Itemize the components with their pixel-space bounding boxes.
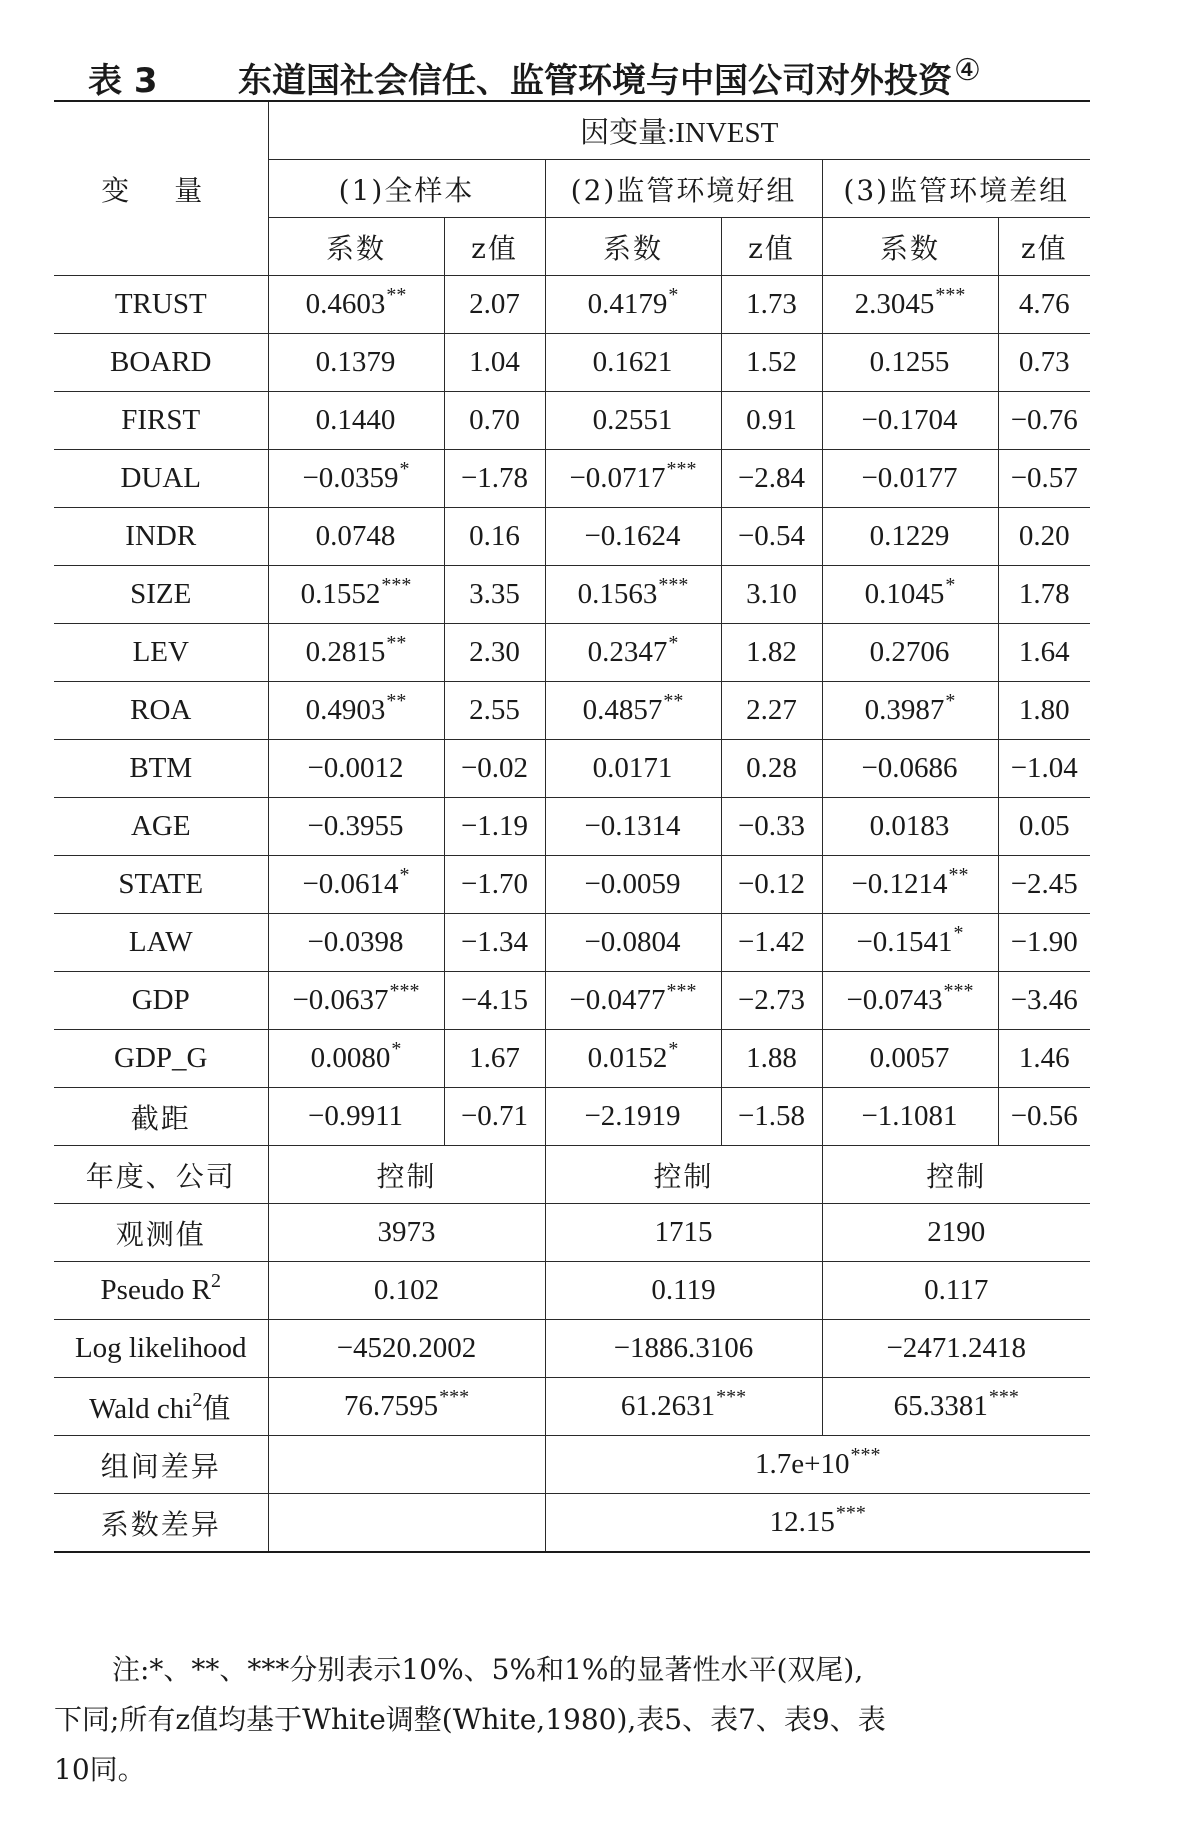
row-label: 年度、公司 (54, 1146, 268, 1204)
table-row (54, 334, 1090, 392)
row-variable: GDP (54, 972, 268, 1030)
significance-stars: *** (658, 574, 689, 596)
row-variable: GDP_G (54, 1030, 268, 1088)
significance-stars: *** (381, 574, 412, 596)
coef-value: −0.1704 (861, 404, 958, 436)
coef-cell (268, 334, 444, 392)
coef-cell (268, 566, 444, 624)
coef-diff-row (54, 1494, 1090, 1553)
coef-value: 0.1229 (869, 520, 950, 552)
wald-cell-1 (268, 1378, 545, 1436)
significance-stars: *** (850, 1444, 881, 1466)
z-cell: −1.19 (444, 798, 545, 856)
fixed-effects-row (54, 1146, 1090, 1204)
z-cell: 2.55 (444, 682, 545, 740)
significance-stars: *** (666, 980, 697, 1002)
group-diff-cell (545, 1436, 1090, 1494)
significance-stars: * (668, 632, 679, 654)
coef-cell (545, 566, 721, 624)
significance-stars: * (945, 690, 956, 712)
table-row (54, 624, 1090, 682)
header-z-2: z值 (721, 218, 822, 276)
coef-cell (268, 392, 444, 450)
coef-cell (268, 682, 444, 740)
z-cell: −1.34 (444, 914, 545, 972)
coef-cell (268, 508, 444, 566)
row-variable: INDR (54, 508, 268, 566)
coef-cell (545, 334, 721, 392)
fe-value-2: 控制 (545, 1146, 822, 1204)
coef-value: 0.2551 (592, 404, 673, 436)
coef-value: 0.0057 (869, 1042, 950, 1074)
header-coef-2: 系数 (545, 218, 721, 276)
coef-cell (822, 798, 998, 856)
superscript: 2 (210, 1270, 221, 1292)
table-caption: 东道国社会信任、监管环境与中国公司对外投资 (238, 61, 952, 101)
significance-stars: *** (389, 980, 420, 1002)
coef-cell (268, 624, 444, 682)
z-cell: −0.54 (721, 508, 822, 566)
significance-stars: * (668, 284, 679, 306)
footnote-marker: ④ (954, 53, 981, 88)
table-row (54, 1030, 1090, 1088)
table-row (54, 682, 1090, 740)
significance-stars: *** (943, 980, 974, 1002)
coef-cell (822, 276, 998, 334)
group-diff-row (54, 1436, 1090, 1494)
coef-cell (545, 914, 721, 972)
coef-value: 0.0183 (869, 810, 950, 842)
coef-cell (268, 914, 444, 972)
coef-cell (545, 1030, 721, 1088)
coef-cell (545, 856, 721, 914)
significance-stars: * (391, 1038, 402, 1060)
z-cell: 1.82 (721, 624, 822, 682)
row-label: Log likelihood (54, 1320, 268, 1378)
coef-cell (822, 450, 998, 508)
significance-stars: *** (835, 1502, 866, 1524)
z-cell: 1.04 (444, 334, 545, 392)
coef-value: 0.4179 (587, 288, 668, 320)
coef-value: −0.0717 (569, 462, 666, 494)
coef-cell (545, 1088, 721, 1146)
coef-cell (822, 624, 998, 682)
coef-value: −1.1081 (861, 1100, 958, 1132)
coef-cell (268, 450, 444, 508)
z-cell: −0.02 (444, 740, 545, 798)
z-cell: 0.70 (444, 392, 545, 450)
ll-value-3: −2471.2418 (822, 1320, 1090, 1378)
coef-value: 0.2706 (869, 636, 950, 668)
table-row (54, 798, 1090, 856)
obs-value-2: 1715 (545, 1204, 822, 1262)
note-line-1 (54, 1645, 1094, 1695)
coef-value: −0.9911 (307, 1100, 404, 1132)
coef-value: 0.4903 (305, 694, 386, 726)
coef-cell (545, 972, 721, 1030)
wald-cell-3 (822, 1378, 1090, 1436)
z-cell: 0.05 (998, 798, 1090, 856)
coef-cell (545, 276, 721, 334)
coef-value: −0.0614 (302, 868, 399, 900)
coef-value: 0.1621 (592, 346, 673, 378)
coef-value: −0.0477 (569, 984, 666, 1016)
wald-label: Wald chi (89, 1392, 193, 1425)
coef-value: 0.1563 (577, 578, 658, 610)
coef-diff-cell (545, 1494, 1090, 1553)
z-cell: −2.84 (721, 450, 822, 508)
empty-cell (268, 1436, 545, 1494)
coef-value: 0.1552 (300, 578, 381, 610)
table-note (54, 1645, 1094, 1795)
header-group-3: (3)监管环境差组 (822, 160, 1090, 218)
significance-stars: ** (386, 632, 407, 654)
coef-cell (268, 1030, 444, 1088)
coef-cell (268, 276, 444, 334)
z-cell: 2.07 (444, 276, 545, 334)
z-cell: 1.67 (444, 1030, 545, 1088)
z-cell: −0.71 (444, 1088, 545, 1146)
row-label: 系数差异 (54, 1494, 268, 1553)
significance-stars: *** (439, 1386, 470, 1408)
coef-value: 0.1440 (315, 404, 396, 436)
row-variable: LEV (54, 624, 268, 682)
significance-stars: *** (666, 458, 697, 480)
z-cell: 0.73 (998, 334, 1090, 392)
observations-row (54, 1204, 1090, 1262)
z-cell: −4.15 (444, 972, 545, 1030)
significance-stars: *** (716, 1386, 747, 1408)
table-row (54, 566, 1090, 624)
note-line-2: 下同;所有z值均基于White调整(White,1980),表5、表7、表9、表 (54, 1703, 886, 1736)
coef-cell (268, 798, 444, 856)
table-row (54, 972, 1090, 1030)
coef-value: −0.0012 (307, 752, 404, 784)
table-row (54, 856, 1090, 914)
coef-cell (268, 972, 444, 1030)
coef-cell (545, 798, 721, 856)
z-cell: 4.76 (998, 276, 1090, 334)
row-variable: LAW (54, 914, 268, 972)
superscript: 2 (192, 1388, 203, 1411)
z-cell: 0.20 (998, 508, 1090, 566)
coef-cell (545, 508, 721, 566)
table-row (54, 1088, 1090, 1146)
row-variable: DUAL (54, 450, 268, 508)
row-variable: FIRST (54, 392, 268, 450)
coef-value: 0.0171 (592, 752, 673, 784)
z-cell: −0.56 (998, 1088, 1090, 1146)
coef-cell (822, 508, 998, 566)
z-cell: 0.28 (721, 740, 822, 798)
coef-diff-value: 12.15 (769, 1506, 835, 1538)
table-row (54, 276, 1090, 334)
coef-value: 0.4857 (582, 694, 663, 726)
header-variable: 变 量 (54, 101, 268, 276)
row-variable: TRUST (54, 276, 268, 334)
coef-value: −0.0359 (302, 462, 399, 494)
group-diff-value: 1.7e+10 (755, 1448, 850, 1480)
z-cell: 0.91 (721, 392, 822, 450)
row-label: 观测值 (54, 1204, 268, 1262)
coef-cell (822, 914, 998, 972)
coef-cell (545, 392, 721, 450)
note-text: 注:*、**、***分别表示10%、5%和1%的显著性水平(双尾), (112, 1653, 864, 1686)
row-label: 组间差异 (54, 1436, 268, 1494)
coef-value: 0.0080 (310, 1042, 391, 1074)
table-row (54, 914, 1090, 972)
coef-value: −0.0804 (584, 926, 681, 958)
z-cell: −1.78 (444, 450, 545, 508)
coef-value: −2.1919 (584, 1100, 681, 1132)
row-label (54, 1378, 268, 1436)
r2-label: Pseudo R (100, 1274, 211, 1306)
coef-value: −0.0686 (861, 752, 958, 784)
wald-value: 65.3381 (893, 1390, 988, 1422)
fe-value-1: 控制 (268, 1146, 545, 1204)
note-line-3: 10同。 (54, 1753, 146, 1786)
z-cell: 1.64 (998, 624, 1090, 682)
row-variable: AGE (54, 798, 268, 856)
z-cell: 3.10 (721, 566, 822, 624)
z-cell: −2.45 (998, 856, 1090, 914)
coef-value: 0.1255 (869, 346, 950, 378)
coef-value: 0.1045 (864, 578, 945, 610)
coef-cell (822, 334, 998, 392)
header-coef-3: 系数 (822, 218, 998, 276)
obs-value-1: 3973 (268, 1204, 545, 1262)
significance-stars: * (945, 574, 956, 596)
row-variable: ROA (54, 682, 268, 740)
row-label (54, 1262, 268, 1320)
coef-value: −0.1624 (584, 520, 681, 552)
coef-cell (822, 972, 998, 1030)
pseudo-r2-row (54, 1262, 1090, 1320)
coef-cell (822, 740, 998, 798)
z-cell: −1.90 (998, 914, 1090, 972)
coef-value: −0.0743 (846, 984, 943, 1016)
wald-row (54, 1378, 1090, 1436)
z-cell: 0.16 (444, 508, 545, 566)
coef-cell (545, 624, 721, 682)
table-row (54, 450, 1090, 508)
significance-stars: * (399, 458, 410, 480)
coef-cell (268, 856, 444, 914)
header-group-2: (2)监管环境好组 (545, 160, 822, 218)
table-row (54, 392, 1090, 450)
coef-value: −0.0637 (292, 984, 389, 1016)
coef-value: −0.3955 (307, 810, 404, 842)
z-cell: −3.46 (998, 972, 1090, 1030)
header-z-1: z值 (444, 218, 545, 276)
significance-stars: ** (386, 690, 407, 712)
coef-value: −0.0398 (307, 926, 404, 958)
table-row (54, 740, 1090, 798)
row-variable: BTM (54, 740, 268, 798)
ll-value-2: −1886.3106 (545, 1320, 822, 1378)
z-cell: −1.58 (721, 1088, 822, 1146)
coef-value: 0.0748 (315, 520, 396, 552)
z-cell: −0.57 (998, 450, 1090, 508)
significance-stars: * (668, 1038, 679, 1060)
significance-stars: ** (663, 690, 684, 712)
table-title (88, 36, 1088, 106)
obs-value-3: 2190 (822, 1204, 1090, 1262)
coef-cell (822, 1030, 998, 1088)
coef-cell (268, 740, 444, 798)
z-cell: −0.33 (721, 798, 822, 856)
coef-cell (822, 1088, 998, 1146)
r2-value-1: 0.102 (268, 1262, 545, 1320)
header-row-1 (54, 101, 1090, 160)
table-row (54, 508, 1090, 566)
z-cell: 1.78 (998, 566, 1090, 624)
z-cell: 1.73 (721, 276, 822, 334)
z-cell: 1.52 (721, 334, 822, 392)
coef-cell (822, 392, 998, 450)
row-variable: BOARD (54, 334, 268, 392)
row-variable: 截距 (54, 1088, 268, 1146)
coef-value: 0.3987 (864, 694, 945, 726)
r2-value-2: 0.119 (545, 1262, 822, 1320)
z-cell: 1.88 (721, 1030, 822, 1088)
coef-value: 0.1379 (315, 346, 396, 378)
z-cell: −0.12 (721, 856, 822, 914)
coef-value: −0.1541 (856, 926, 953, 958)
z-cell: −1.42 (721, 914, 822, 972)
row-variable: STATE (54, 856, 268, 914)
coef-value: −0.0059 (584, 868, 681, 900)
wald-label-suffix: 值 (202, 1391, 233, 1425)
table-number: 表 3 (88, 61, 158, 101)
coef-value: −0.0177 (861, 462, 958, 494)
z-cell: 1.80 (998, 682, 1090, 740)
wald-value: 61.2631 (620, 1390, 716, 1422)
r2-value-3: 0.117 (822, 1262, 1090, 1320)
coef-cell (822, 682, 998, 740)
z-cell: 2.27 (721, 682, 822, 740)
wald-cell-2 (545, 1378, 822, 1436)
header-group-1: (1)全样本 (268, 160, 545, 218)
coef-value: 0.4603 (305, 288, 386, 320)
coef-cell (268, 1088, 444, 1146)
significance-stars: ** (948, 864, 969, 886)
z-cell: 1.46 (998, 1030, 1090, 1088)
coef-value: 0.2815 (305, 636, 386, 668)
z-cell: 2.30 (444, 624, 545, 682)
empty-cell (268, 1494, 545, 1553)
z-cell: −2.73 (721, 972, 822, 1030)
coef-cell (545, 740, 721, 798)
coef-cell (545, 682, 721, 740)
log-likelihood-row (54, 1320, 1090, 1378)
ll-value-1: −4520.2002 (268, 1320, 545, 1378)
z-cell: −0.76 (998, 392, 1090, 450)
wald-value: 76.7595 (343, 1390, 439, 1422)
header-coef-1: 系数 (268, 218, 444, 276)
header-z-3: z值 (998, 218, 1090, 276)
coef-value: 0.0152 (587, 1042, 668, 1074)
coef-value: −0.1214 (851, 868, 948, 900)
header-dependent: 因变量:INVEST (268, 101, 1090, 160)
coef-value: 2.3045 (854, 288, 935, 320)
z-cell: 3.35 (444, 566, 545, 624)
significance-stars: * (399, 864, 410, 886)
row-variable: SIZE (54, 566, 268, 624)
z-cell: −1.04 (998, 740, 1090, 798)
coef-value: −0.1314 (584, 810, 681, 842)
coef-value: 0.2347 (587, 636, 668, 668)
significance-stars: *** (935, 284, 966, 306)
z-cell: −1.70 (444, 856, 545, 914)
significance-stars: *** (988, 1386, 1019, 1408)
coef-cell (822, 566, 998, 624)
coef-cell (822, 856, 998, 914)
significance-stars: ** (386, 284, 407, 306)
regression-table (54, 100, 1090, 1553)
fe-value-3: 控制 (822, 1146, 1090, 1204)
coef-cell (545, 450, 721, 508)
significance-stars: * (953, 922, 964, 944)
